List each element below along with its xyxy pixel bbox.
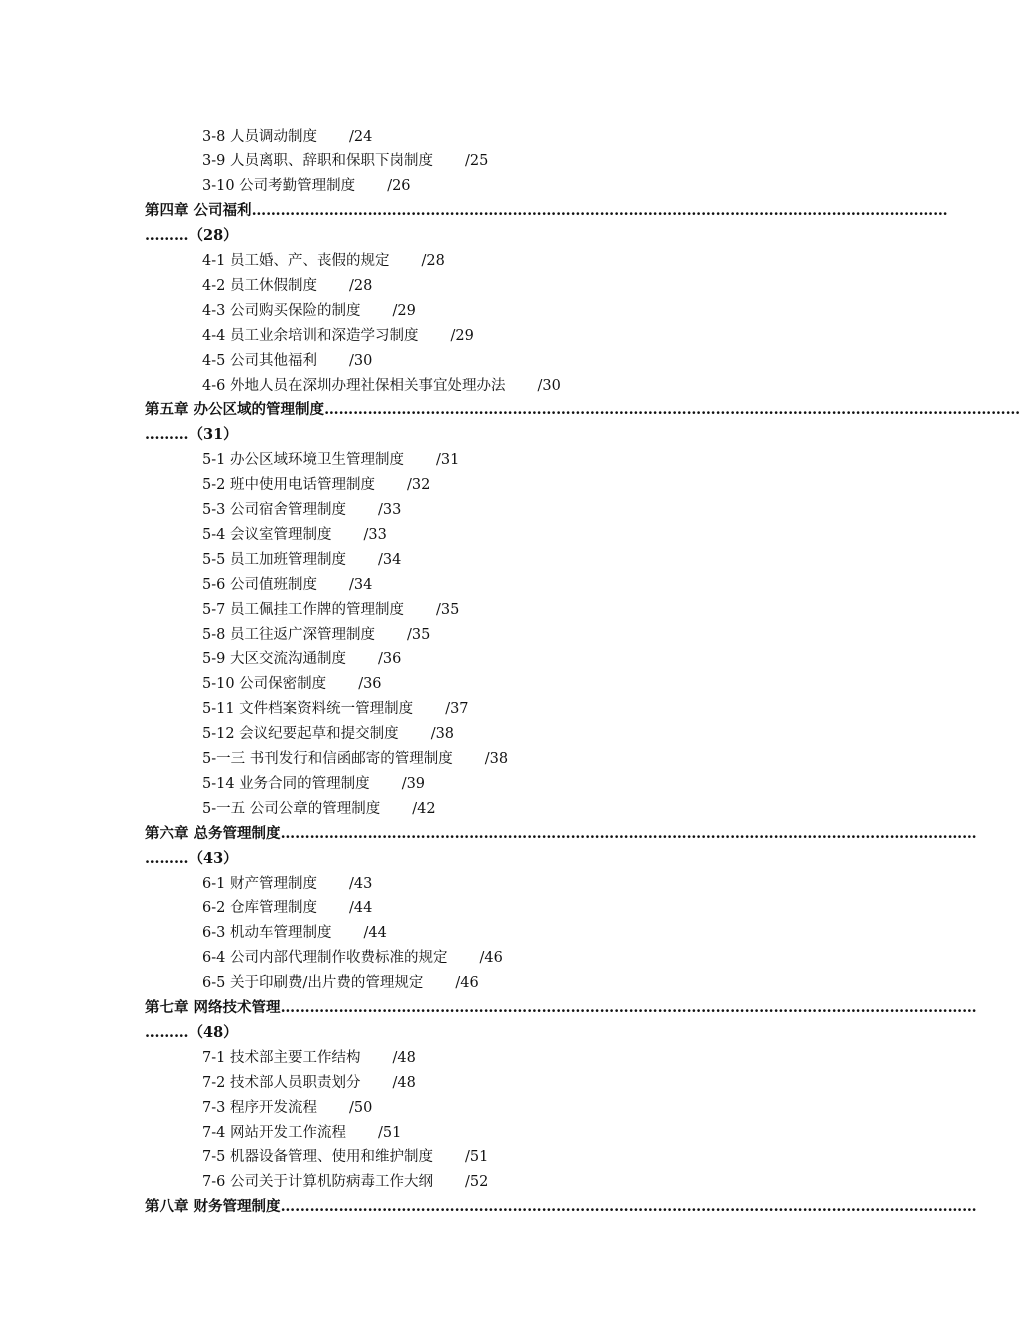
toc-item [202, 548, 401, 573]
leader-dots: ……………………………………………………………………………………………………………………………… [324, 401, 1020, 419]
toc-item [202, 697, 469, 722]
chapter-page-ref: ………（28） [145, 227, 238, 245]
toc-item [202, 174, 411, 199]
toc-item [202, 274, 372, 299]
toc-item-title: 7-4 网站开发工作流程 [202, 1124, 346, 1141]
toc-item-title: 5-1 办公区域环境卫生管理制度 [202, 452, 404, 469]
leader-dots: ……………………………………………………………………………………………………………………………… [280, 1198, 977, 1216]
toc-item-title: 5-8 员工往返广深管理制度 [202, 626, 375, 643]
toc-item-page: /36 [377, 651, 402, 668]
toc-item-page: /43 [348, 875, 373, 892]
toc-item [202, 125, 372, 150]
toc-item-title: 5-2 班中使用电话管理制度 [202, 477, 375, 494]
toc-item-page: /37 [445, 701, 469, 718]
chapter-title: 第五章 办公区域的管理制度 [145, 401, 325, 419]
toc-item [202, 473, 430, 498]
toc-item-title: 5-12 会议纪要起草和提交制度 [202, 726, 399, 743]
toc-item-title: 7-2 技术部人员职责划分 [202, 1074, 361, 1091]
toc-item-page: /38 [484, 751, 509, 767]
toc-item [202, 498, 401, 523]
toc-item [202, 1096, 372, 1121]
toc-item [202, 523, 387, 548]
toc-item-page: /48 [392, 1049, 416, 1066]
toc-item-page: /28 [348, 277, 373, 294]
toc-item [202, 1046, 416, 1071]
toc-chapter-heading [145, 1195, 977, 1220]
toc-item [202, 573, 372, 598]
toc-chapter-heading [145, 822, 977, 847]
toc-item-page: /51 [464, 1149, 489, 1166]
toc-item-title: 3-9 人员离职、辞职和保职下岗制度 [202, 153, 433, 170]
toc-item [202, 772, 425, 797]
toc-item [202, 797, 436, 822]
toc-item [202, 249, 445, 274]
toc-item-title: 3-10 公司考勤管理制度 [202, 178, 356, 195]
toc-item-title: 5-5 员工加班管理制度 [202, 551, 346, 568]
toc-item-page: /51 [377, 1124, 402, 1141]
toc-item-title: 4-5 公司其他福利 [202, 352, 317, 369]
toc-item-page: /48 [392, 1074, 416, 1091]
chapter-page-ref: ………（31） [145, 426, 238, 444]
toc-item-title: 5-7 员工佩挂工作牌的管理制度 [202, 601, 404, 618]
toc-item-page: /44 [348, 900, 373, 917]
toc-item [202, 921, 387, 946]
toc-item-title: 5-4 会议室管理制度 [202, 526, 332, 543]
toc-item [202, 324, 474, 349]
toc-item [202, 448, 459, 473]
toc-item-title: 5-6 公司值班制度 [202, 576, 317, 593]
toc-item-page: /32 [406, 477, 431, 494]
toc-item-title: 4-3 公司购买保险的制度 [202, 302, 361, 319]
chapter-title: 第七章 网络技术管理 [145, 999, 281, 1016]
leader-dots: ……………………………………………………………………………………………………………………………… [280, 824, 977, 842]
toc-item [202, 598, 459, 623]
toc-item [202, 672, 382, 697]
toc-item-page: /39 [401, 775, 426, 792]
leader-dots: ……………………………………………………………………………………………………………………………… [251, 202, 948, 220]
toc-item-title: 7-3 程序开发流程 [202, 1099, 317, 1116]
toc-item [202, 896, 372, 921]
toc-item [202, 349, 372, 374]
toc-item-page: /30 [537, 377, 561, 394]
toc-item-page: /26 [387, 178, 411, 195]
toc-item [202, 971, 479, 996]
toc-item-title: 5-10 公司保密制度 [202, 676, 327, 693]
toc-chapter-heading [145, 199, 948, 224]
toc-item [202, 1145, 488, 1170]
chapter-title: 第六章 总务管理制度 [145, 824, 281, 842]
toc-item-page: /34 [348, 576, 373, 593]
toc-item-title: 5-一三 书刊发行和信函邮寄的管理制度 [202, 751, 453, 767]
toc-item-page: /46 [455, 975, 479, 992]
toc-item [202, 374, 561, 399]
toc-item-title: 6-2 仓库管理制度 [202, 900, 317, 917]
toc-item [202, 299, 416, 324]
toc-item-title: 3-8 人员调动制度 [202, 128, 317, 145]
toc-chapter-heading [145, 996, 977, 1021]
toc-item [202, 872, 372, 897]
toc-item-page: /50 [348, 1099, 373, 1116]
toc-item-page: /29 [450, 327, 474, 344]
toc-item-page: /34 [377, 551, 402, 568]
toc-item-title: 5-一五 公司公章的管理制度 [202, 800, 381, 817]
toc-item-page: /38 [430, 726, 455, 743]
toc-item-page: /46 [479, 950, 503, 967]
toc-item-title: 4-1 员工婚、产、丧假的规定 [202, 253, 390, 269]
toc-item-title: 5-11 文件档案资料统一管理制度 [202, 701, 414, 718]
chapter-title: 第八章 财务管理制度 [145, 1198, 281, 1216]
toc-item-title: 4-2 员工休假制度 [202, 277, 317, 294]
toc-item-page: /36 [358, 676, 382, 693]
toc-item [202, 623, 430, 648]
chapter-page-ref: ………（48） [145, 1023, 238, 1041]
chapter-title: 第四章 公司福利 [145, 202, 252, 220]
toc-item-page: /35 [406, 626, 431, 643]
toc-chapter-heading [145, 398, 1020, 423]
toc-item-page: /30 [348, 352, 373, 369]
chapter-page-ref: ………（43） [145, 849, 238, 867]
toc-item-page: /29 [392, 302, 416, 319]
toc-item-title: 5-3 公司宿舍管理制度 [202, 502, 346, 518]
toc-item-title: 4-6 外地人员在深圳办理社保相关事宜处理办法 [202, 377, 506, 394]
toc-item-page: /33 [377, 502, 402, 518]
toc-item-page: /24 [348, 128, 373, 145]
toc-item-page: /33 [363, 526, 387, 543]
leader-dots: ……………………………………………………………………………………………………………………………… [280, 999, 977, 1016]
toc-item-title: 5-9 大区交流沟通制度 [202, 651, 346, 668]
toc-item-title: 5-14 业务合同的管理制度 [202, 775, 370, 792]
toc-item-title: 7-1 技术部主要工作结构 [202, 1049, 361, 1066]
toc-item-title: 6-4 公司内部代理制作收费标准的规定 [202, 950, 448, 967]
toc-item [202, 149, 488, 174]
toc-item [202, 946, 503, 971]
toc-item [202, 1121, 401, 1146]
toc-item [202, 722, 454, 747]
toc-item [202, 1170, 488, 1195]
toc-item-title: 6-1 财产管理制度 [202, 875, 317, 892]
toc-item-title: 7-6 公司关于计算机防病毒工作大纲 [202, 1174, 433, 1191]
toc-item-page: /35 [435, 601, 460, 618]
toc-item-title: 6-3 机动车管理制度 [202, 925, 332, 942]
toc-item-title: 4-4 员工业余培训和深造学习制度 [202, 327, 419, 344]
toc-item-title: 6-5 关于印刷费/出片费的管理规定 [202, 975, 424, 992]
toc-item [202, 747, 508, 772]
toc-item-page: /31 [435, 452, 460, 469]
toc-item [202, 1071, 416, 1096]
toc-item-page: /52 [464, 1174, 489, 1191]
toc-item-page: /28 [421, 253, 445, 269]
toc-item-page: /42 [412, 800, 436, 817]
toc-item-page: /25 [464, 153, 489, 170]
toc-item-title: 7-5 机器设备管理、使用和维护制度 [202, 1149, 433, 1166]
toc-item [202, 647, 401, 672]
toc-item-page: /44 [363, 925, 387, 942]
